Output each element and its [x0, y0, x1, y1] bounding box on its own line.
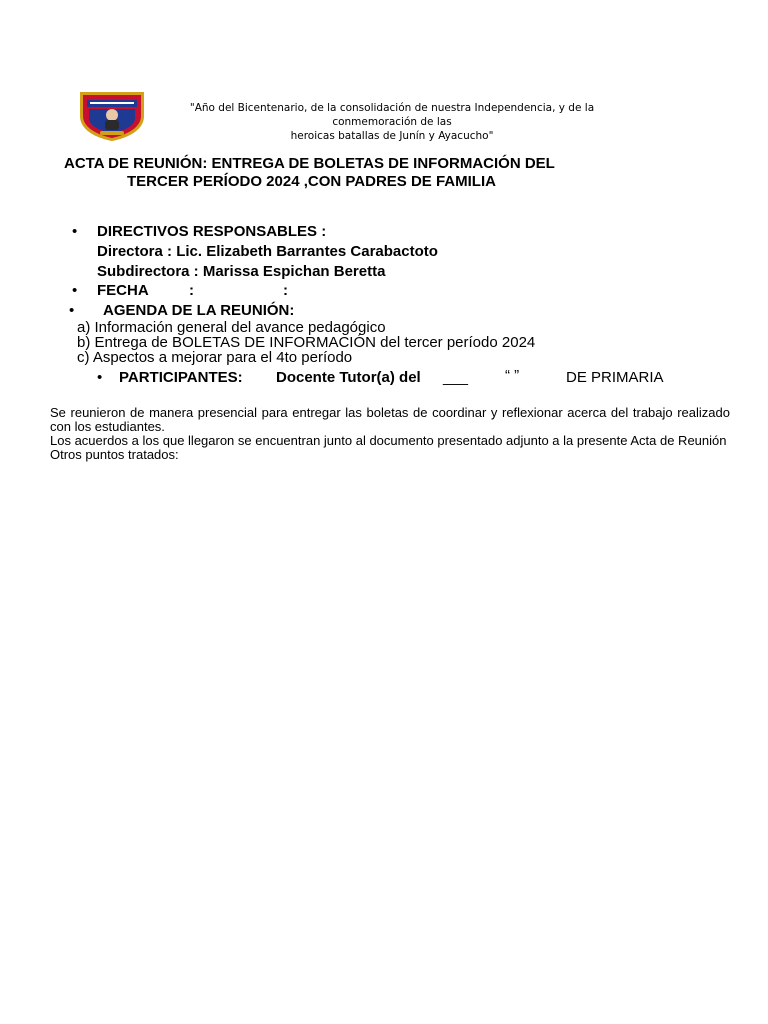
- motto-line-2: heroicas batallas de Junín y Ayacucho": [290, 130, 494, 142]
- fecha-colon-1: :: [189, 282, 194, 299]
- fecha-colon-2: :: [283, 282, 288, 299]
- other-points-label: Otros puntos tratados:: [50, 447, 179, 462]
- document-title-line-1: ACTA DE REUNIÓN: ENTREGA DE BOLETAS DE INFORMACIÓN DEL: [64, 155, 555, 172]
- school-crest-logo: [78, 90, 146, 142]
- directora-line: Directora : Lic. Elizabeth Barrantes Carabactoto: [97, 243, 438, 260]
- participantes-label: PARTICIPANTES:: [119, 369, 243, 386]
- bullet-agenda: •: [69, 302, 75, 319]
- bullet-directivos: •: [72, 223, 78, 240]
- section-quotes: “ ”: [505, 367, 520, 384]
- motto-line-1: "Año del Bicentenario, de la consolidación de nuestra Independencia, y de la conmemoración de las: [189, 102, 595, 128]
- bullet-fecha: •: [72, 282, 78, 299]
- agenda-item-c: c) Aspectos a mejorar para el 4to período: [77, 349, 353, 366]
- agenda-item-b: b) Entrega de BOLETAS DE INFORMACIÓN del tercer período 2024: [77, 334, 536, 351]
- bullet-participantes: •: [97, 369, 103, 386]
- grade-blank: ___: [443, 369, 469, 386]
- docente-tutor-label: Docente Tutor(a) del: [276, 369, 421, 386]
- subdirectora-line: Subdirectora : Marissa Espichan Beretta: [97, 263, 386, 280]
- agreements-line: Los acuerdos a los que llegaron se encuentran junto al documento presentado adjunto a la presente Acta de Reunión: [50, 433, 727, 448]
- directivos-heading: DIRECTIVOS RESPONSABLES :: [97, 223, 327, 240]
- fecha-label: FECHA: [97, 282, 149, 299]
- meeting-description: Se reunieron de manera presencial para entregar las boletas de coordinar y reflexionar acerca del trabajo realizado con los estudiantes.: [50, 405, 730, 434]
- agenda-heading: AGENDA DE LA REUNIÓN:: [103, 302, 295, 319]
- nivel-label: DE PRIMARIA: [566, 369, 664, 386]
- document-title-line-2: TERCER PERÍODO 2024 ,CON PADRES DE FAMILIA: [127, 173, 496, 190]
- agenda-item-a: a) Información general del avance pedagógico: [77, 319, 386, 336]
- year-motto: [150, 101, 634, 143]
